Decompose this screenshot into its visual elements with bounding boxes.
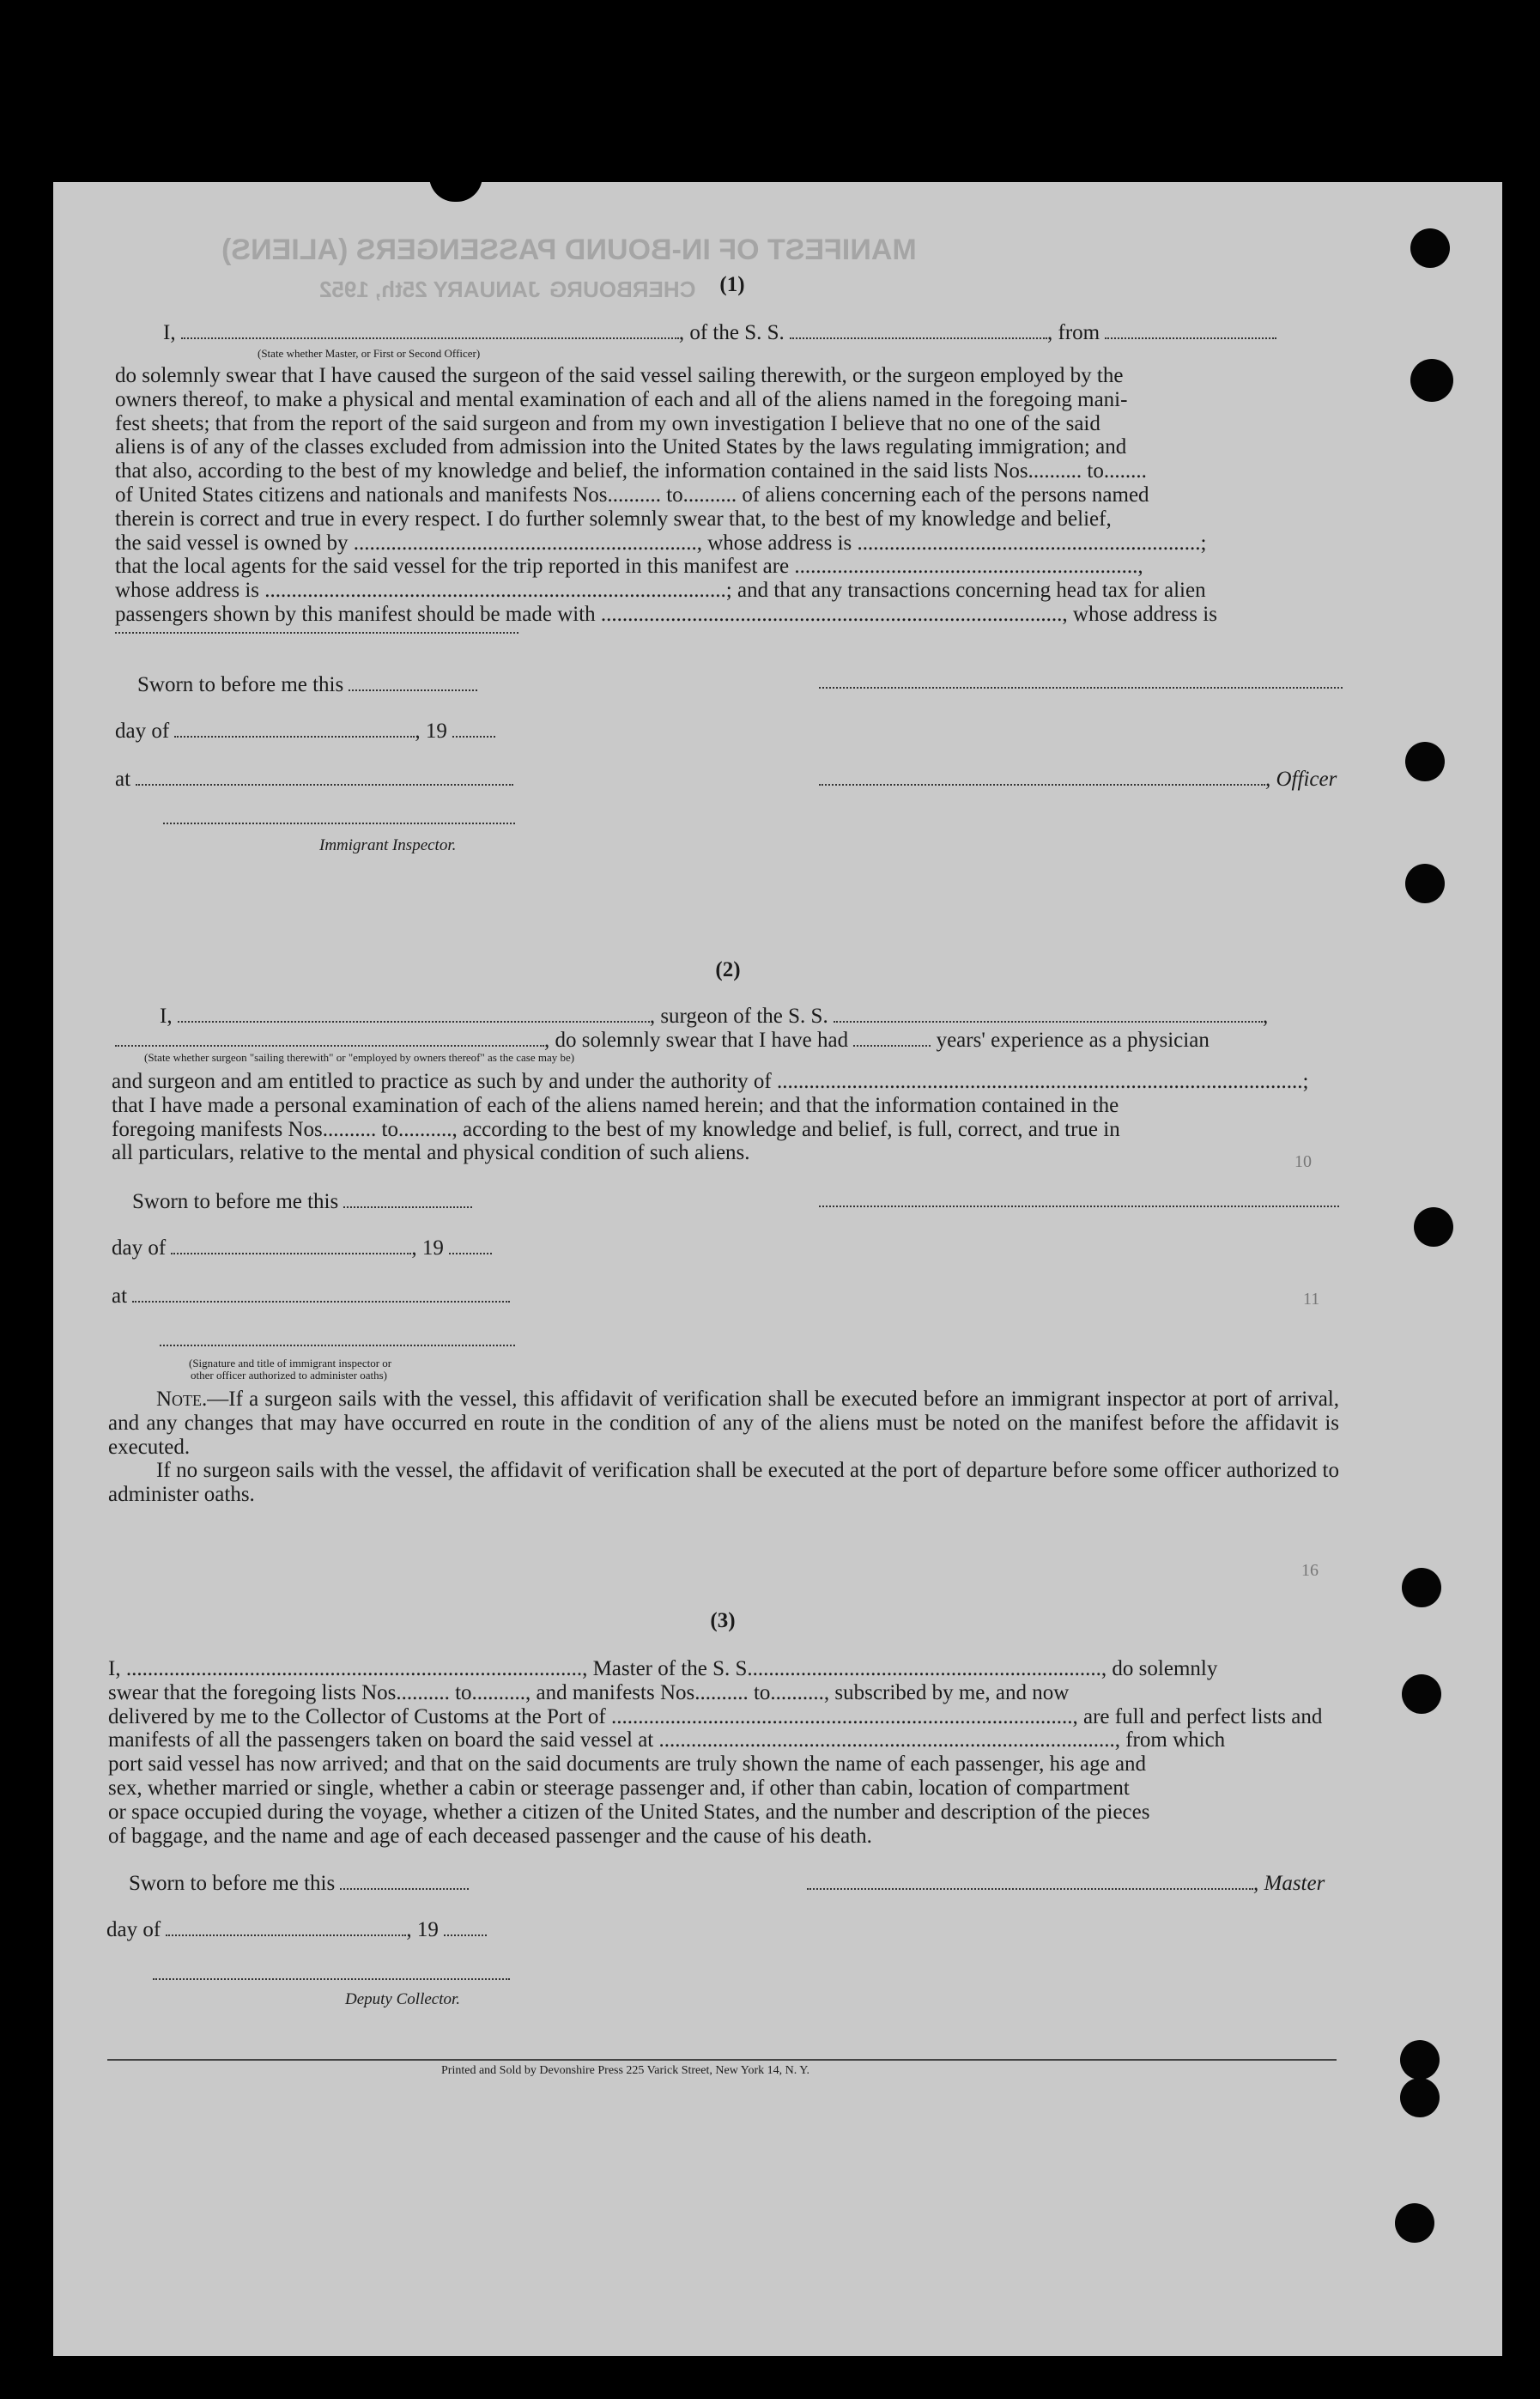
blank-surgeon-name[interactable] — [178, 1005, 650, 1023]
binder-hole-icon — [1410, 359, 1453, 402]
oath-line: that the local agents for the said vessel for the trip reported in this manifest are ................................................................, — [115, 555, 1143, 579]
oath-line: that I have made a personal examination of each of the aliens named herein; and that the information contained in the — [112, 1093, 1119, 1117]
note-text: —If a surgeon sails with the vessel, this affidavit of verification shall be executed before an immigrant inspector at port of arrival, and any changes that may have occurred en route in the condition of any of the aliens must be noted on the manifest before the affidavit is executed. — [108, 1388, 1339, 1459]
blank-sworn-day[interactable] — [343, 1191, 472, 1208]
sworn-line-2 — [132, 1190, 472, 1214]
text-day-of: day of — [106, 1918, 161, 1941]
binder-hole-icon — [1395, 2203, 1434, 2243]
text-sworn: Sworn to before me this — [137, 673, 344, 696]
blank-year[interactable] — [444, 1919, 487, 1936]
at-line-1 — [115, 768, 513, 792]
margin-number: 11 — [1303, 1290, 1320, 1309]
officer-line — [819, 768, 1337, 792]
blank-surgeon-type[interactable] — [115, 1029, 544, 1047]
blank-month[interactable] — [174, 720, 415, 738]
binder-hole-icon — [1405, 742, 1445, 781]
day-line-3 — [106, 1918, 487, 1942]
text-years-experience: years' experience as a physician — [936, 1029, 1210, 1052]
footer-rule — [107, 2059, 1337, 2061]
blank-month[interactable] — [171, 1237, 411, 1254]
bleed-through-date: JANUARY 25th, 1952 — [319, 276, 541, 302]
blank-signature-line[interactable] — [819, 1206, 1339, 1207]
blank-officer-signature[interactable] — [819, 768, 1265, 786]
text-from: , from — [1047, 321, 1100, 344]
blank-place[interactable] — [132, 1285, 510, 1303]
blank-year[interactable] — [449, 1237, 492, 1254]
oath-line: I, ....................................................................................., Master of the S. S.................................................................., do solemnly — [108, 1657, 1218, 1680]
day-line-1 — [115, 720, 495, 744]
signature-caption-1: (Signature and title of immigrant inspector or — [189, 1357, 392, 1370]
blank-inspector-line[interactable] — [163, 823, 515, 824]
text-year: , 19 — [411, 1236, 444, 1260]
signature-caption-2: other officer authorized to administer oaths) — [191, 1369, 387, 1382]
blank-ship-field[interactable] — [790, 322, 1047, 339]
binder-hole-icon — [1402, 1674, 1441, 1714]
bleed-through-title: MANIFEST OF IN-BOUND PASSENGERS (ALIENS) — [221, 234, 917, 266]
oath-line: of baggage, and the name and age of each deceased passenger and the cause of his death. — [108, 1824, 872, 1848]
oath-line: owners thereof, to make a physical and mental examination of each and all of the aliens named in the foregoing mani- — [115, 387, 1128, 411]
note-paragraph — [108, 1388, 1339, 1507]
at-line-2 — [112, 1285, 510, 1309]
text-swear-experience: , do solemnly swear that I have had — [544, 1029, 849, 1052]
note-text-2: If no surgeon sails with the vessel, the affidavit of verification shall be executed at the port of departure before some officer authorized to administer oaths. — [108, 1459, 1339, 1507]
blank-address-line[interactable] — [115, 632, 518, 634]
binder-hole-icon — [1400, 2040, 1440, 2080]
text-i: I, — [160, 1005, 173, 1028]
section-2-line-2 — [115, 1029, 1210, 1053]
text-at: at — [112, 1285, 128, 1308]
binder-hole-icon — [1405, 864, 1445, 903]
text-sworn: Sworn to before me this — [132, 1190, 339, 1213]
blank-sworn-day[interactable] — [349, 674, 477, 691]
oath-line: manifests of all the passengers taken on board the said vessel at ....................................................................................., from which — [108, 1728, 1226, 1752]
text-year: , 19 — [415, 720, 447, 743]
blank-ship-name[interactable] — [834, 1005, 1263, 1023]
text-day-of: day of — [112, 1236, 167, 1260]
blank-signature-line[interactable] — [819, 687, 1343, 689]
oath-line: whose address is ......................................................................................; and that any transactions concerning head tax for alien — [115, 579, 1206, 603]
margin-number: 10 — [1294, 1152, 1312, 1171]
oath-line: therein is correct and true in every respect. I do further solemnly swear that, to the best of my knowledge and belief, — [115, 507, 1112, 531]
oath-line: port said vessel has now arrived; and that on the said documents are truly shown the name of each passenger, his age and — [108, 1752, 1147, 1776]
text-i: I, — [163, 321, 176, 344]
sworn-line-1 — [137, 673, 477, 697]
oath-line: sex, whether married or single, whether a cabin or steerage passenger and, if other than cabin, location of compartment — [108, 1776, 1130, 1800]
day-line-2 — [112, 1236, 492, 1260]
master-line — [807, 1872, 1325, 1896]
collector-caption: Deputy Collector. — [345, 1990, 461, 2008]
section-1-oath — [115, 364, 1343, 627]
section-3-number: (3) — [710, 1609, 736, 1632]
sworn-line-3 — [129, 1872, 469, 1896]
text-year: , 19 — [406, 1918, 439, 1941]
binder-hole-icon — [1410, 228, 1450, 268]
oath-line: the said vessel is owned by ................................................................, whose address is ................................................................; — [115, 531, 1207, 555]
blank-place[interactable] — [136, 768, 513, 786]
printer-imprint: Printed and Sold by Devonshire Press 225 Varick Street, New York 14, N. Y. — [441, 2064, 810, 2077]
text-officer: , Officer — [1265, 768, 1337, 791]
blank-master-signature[interactable] — [807, 1873, 1253, 1890]
section-2-number: (2) — [715, 958, 741, 981]
text-surgeon-of: , surgeon of the S. S. — [649, 1005, 828, 1028]
blank-years[interactable] — [853, 1029, 931, 1047]
blank-month[interactable] — [166, 1919, 406, 1936]
text-sworn: Sworn to before me this — [129, 1872, 336, 1895]
oath-line: passengers shown by this manifest should be made with ......................................................................................, whose address is — [115, 602, 1217, 626]
oath-line: delivered by me to the Collector of Customs at the Port of ......................................................................................, are full and perfect lists and — [108, 1704, 1323, 1728]
blank-collector-signature[interactable] — [153, 1978, 510, 1980]
oath-line: swear that the foregoing lists Nos.......... to.........., and manifests Nos.......... to.........., subscribed by me, and now — [108, 1680, 1070, 1704]
bleed-through-from: CHERBOURG — [549, 276, 696, 302]
text-of-ss: , of the S. S. — [678, 321, 785, 344]
blank-year[interactable] — [452, 720, 495, 738]
blank-from-field[interactable] — [1105, 322, 1276, 339]
section-3-oath — [108, 1657, 1336, 1848]
margin-number: 16 — [1301, 1561, 1319, 1580]
caption-surgeon-type: (State whether surgeon "sailing therewith" or "employed by owners thereof" as the case may be) — [144, 1051, 575, 1064]
text-at: at — [115, 768, 131, 791]
oath-line: or space occupied during the voyage, whether a citizen of the United States, and the number and description of the pieces — [108, 1800, 1150, 1824]
oath-line: fest sheets; that from the report of the said surgeon and from my own investigation I believe that no one of the said — [115, 411, 1100, 435]
section-1-line-1 — [163, 321, 1276, 345]
blank-inspector-signature[interactable] — [160, 1345, 515, 1346]
caption-officer-type: (State whether Master, or First or Second Officer) — [258, 347, 481, 360]
oath-line: that also, according to the best of my knowledge and belief, the information contained in the said lists Nos.......... to........ — [115, 459, 1147, 483]
blank-name-field[interactable] — [181, 322, 679, 339]
oath-line: and surgeon and am entitled to practice as such by and under the authority of ..................................................................................................; — [112, 1070, 1309, 1093]
text-day-of: day of — [115, 720, 170, 743]
section-2-oath — [112, 1070, 1341, 1165]
oath-line: of United States citizens and nationals and manifests Nos.......... to.......... of aliens concerning each of the persons named — [115, 483, 1149, 507]
oath-line: all particulars, relative to the mental and physical condition of such aliens. — [112, 1141, 750, 1165]
section-2-line-1: I, , surgeon of the S. S. , — [160, 1005, 1269, 1028]
inspector-caption: Immigrant Inspector. — [319, 836, 457, 854]
oath-line: aliens is of any of the classes excluded from admission into the United States by the laws regulating immigration; and — [115, 435, 1127, 459]
note-label: Note. — [156, 1388, 208, 1411]
blank-sworn-day[interactable] — [340, 1873, 469, 1890]
section-1-number: (1) — [719, 273, 745, 296]
text-master: , Master — [1253, 1872, 1325, 1895]
binder-hole-icon — [1400, 2078, 1440, 2117]
binder-hole-icon — [1414, 1207, 1453, 1247]
oath-line: do solemnly swear that I have caused the surgeon of the said vessel sailing therewith, or the surgeon employed by the — [115, 364, 1124, 387]
binder-hole-icon — [1402, 1568, 1441, 1607]
oath-line: foregoing manifests Nos.......... to.........., according to the best of my knowledge and belief, is full, correct, and true in — [112, 1117, 1120, 1141]
